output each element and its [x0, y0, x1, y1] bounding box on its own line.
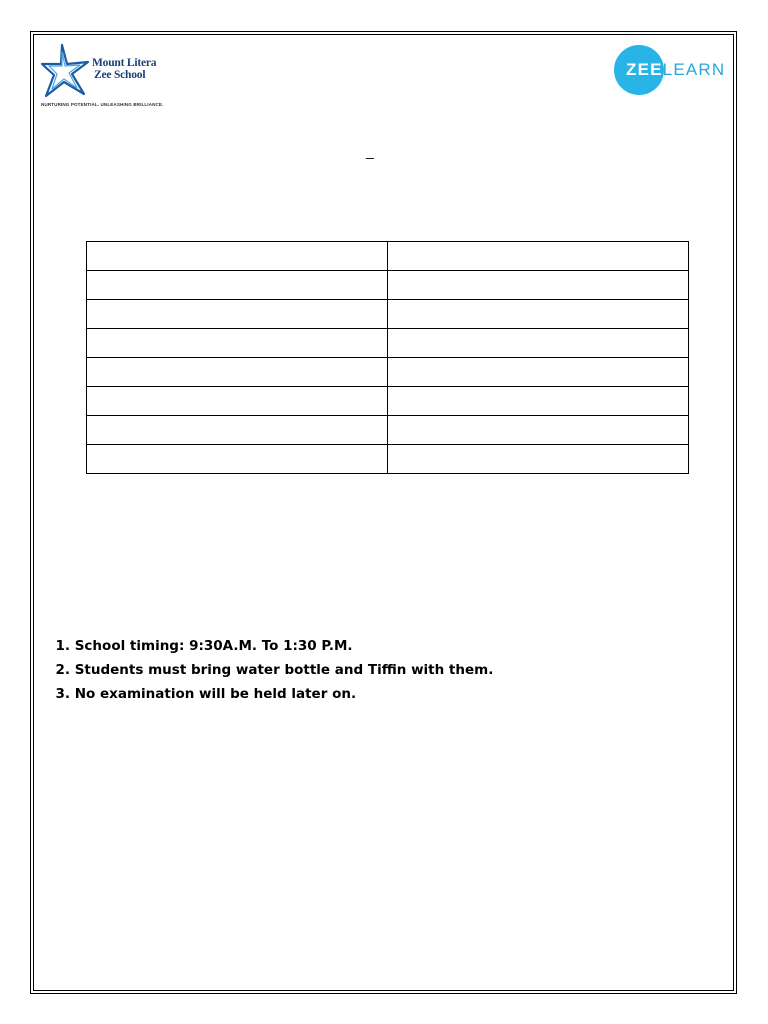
- table-cell: [87, 242, 388, 271]
- list-item-text: Students must bring water bottle and Tiffin with them.: [74, 662, 494, 678]
- table-row: [87, 300, 689, 329]
- table-cell: [87, 445, 388, 474]
- page-border-inner: [33, 34, 734, 991]
- table-row: [87, 416, 689, 445]
- table-cell: [388, 387, 689, 416]
- table-cell: [388, 358, 689, 387]
- table-cell: [87, 271, 388, 300]
- list-item-text: No examination will be held later on.: [74, 686, 357, 702]
- zeelearn-wordmark: [626, 60, 725, 80]
- table-cell: [388, 416, 689, 445]
- table-cell: [388, 242, 689, 271]
- table-cell: [388, 271, 689, 300]
- school-logo: [40, 42, 164, 112]
- school-name-line2: Zee School: [94, 69, 146, 81]
- school-name: [92, 57, 156, 81]
- list-item-number: 1.: [55, 638, 70, 654]
- table-cell: [388, 300, 689, 329]
- list-item-number: 2.: [55, 662, 70, 678]
- list-item-number: 3.: [55, 686, 70, 702]
- table-cell: [87, 300, 388, 329]
- zeelearn-logo: [614, 45, 730, 95]
- star-logo-icon: [40, 42, 100, 102]
- title-mark: _: [366, 143, 374, 159]
- instructions-list: [40, 634, 493, 706]
- table-cell: [87, 358, 388, 387]
- table-row: [87, 242, 689, 271]
- table-cell: [87, 387, 388, 416]
- table-row: [87, 329, 689, 358]
- table-row: [87, 387, 689, 416]
- table-row: [87, 271, 689, 300]
- table-cell: [87, 416, 388, 445]
- zeelearn-zee-text: ZEE: [626, 60, 663, 79]
- list-item: [40, 658, 493, 682]
- table-cell: [388, 329, 689, 358]
- list-item: [40, 682, 493, 706]
- table-row: [87, 358, 689, 387]
- table-cell: [388, 445, 689, 474]
- school-tagline: NURTURING POTENTIAL. UNLEASHING BRILLIANCE.: [41, 102, 164, 107]
- school-name-line1: Mount Litera: [92, 57, 157, 69]
- table-row: [87, 445, 689, 474]
- zeelearn-learn-text: LEARN: [662, 60, 726, 79]
- table-cell: [87, 329, 388, 358]
- list-item-text: School timing: 9:30A.M. To 1:30 P.M.: [74, 638, 353, 654]
- list-item: [40, 634, 493, 658]
- schedule-table: [86, 241, 689, 474]
